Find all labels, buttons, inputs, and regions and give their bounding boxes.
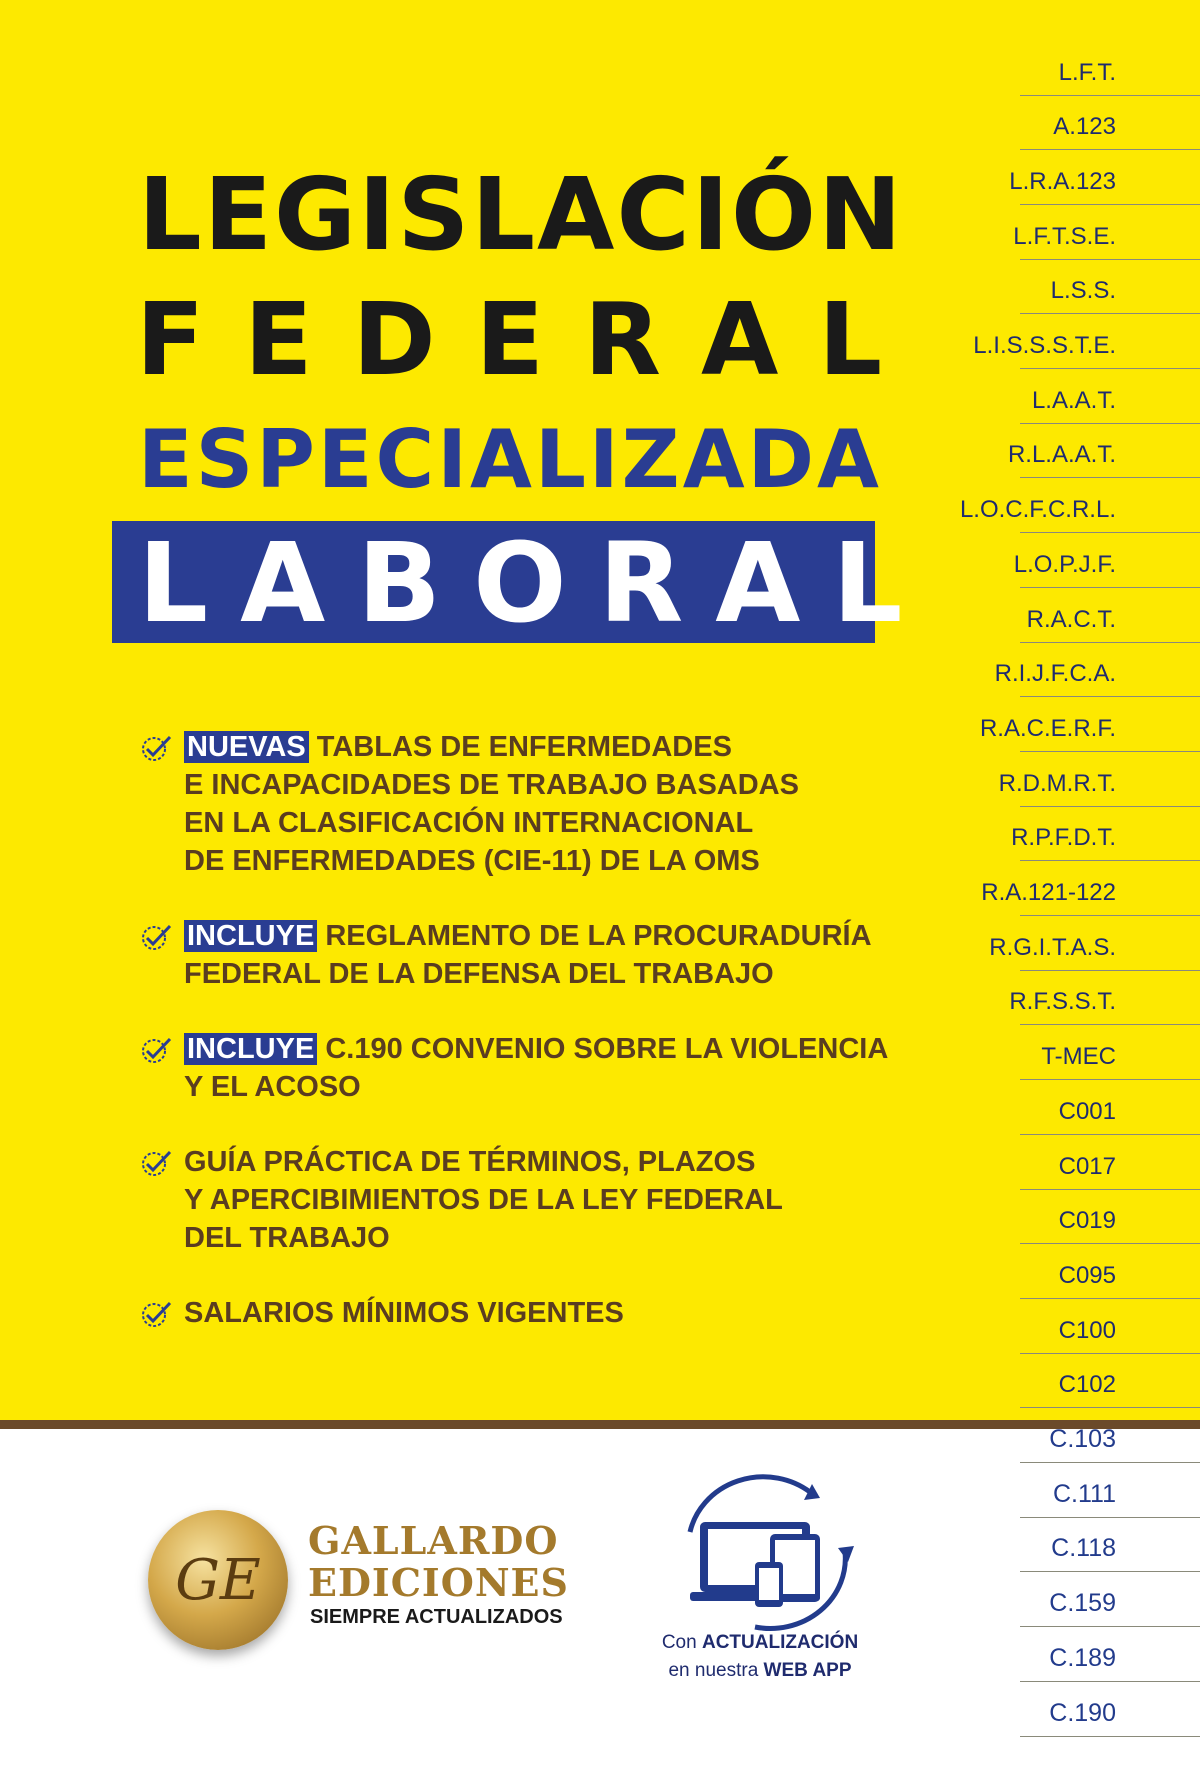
- index-tab: [1020, 587, 1200, 643]
- index-tab: [981, 861, 1200, 917]
- index-tab: [1011, 806, 1200, 862]
- index-tab-label: L.S.S.: [1050, 277, 1116, 305]
- feature-text: C.190 CONVENIO SOBRE LA VIOLENCIA: [325, 1033, 889, 1065]
- index-tab-label: R.I.J.F.C.A.: [994, 660, 1116, 688]
- feature-highlight: INCLUYE: [184, 920, 317, 952]
- index-tab-label: C.103: [1049, 1425, 1116, 1453]
- title-line-3: ESPECIALIZADA: [138, 413, 882, 506]
- logo-letters: GE: [175, 1548, 261, 1613]
- index-tab: [998, 751, 1200, 807]
- title-line-1: LEGISLACIÓN: [138, 156, 904, 273]
- index-tab-label: T-MEC: [1041, 1043, 1116, 1071]
- index-tab-label: L.R.A.123: [1009, 167, 1116, 195]
- index-tab-label: L.I.S.S.S.T.E.: [973, 332, 1116, 359]
- index-tab: [1009, 149, 1200, 205]
- index-tab: [1020, 1353, 1200, 1409]
- index-tab-label: C100: [1058, 1316, 1116, 1344]
- checkmark-icon: [140, 1300, 174, 1328]
- index-tab-label: L.F.T.: [1058, 58, 1116, 86]
- index-tab: [994, 642, 1200, 698]
- feature-text: E INCAPACIDADES DE TRABAJO BASADAS: [184, 769, 799, 801]
- index-tab: [1013, 204, 1200, 260]
- index-tab: [973, 314, 1200, 370]
- index-tab: [1020, 1408, 1200, 1464]
- index-tab: [1020, 1298, 1200, 1354]
- index-tab-label: R.G.I.T.A.S.: [989, 933, 1116, 961]
- index-tab: [959, 478, 1200, 534]
- checkmark-icon: [140, 1149, 174, 1177]
- index-tab-label: C.190: [1049, 1698, 1116, 1727]
- index-tab: [1007, 423, 1200, 479]
- index-tab: [1020, 1243, 1200, 1299]
- index-tab: [1020, 1134, 1200, 1190]
- title-line-2: FEDERAL: [136, 281, 923, 398]
- index-tab-label: A.123: [1053, 113, 1116, 141]
- feature-text: DEL TRABAJO: [184, 1222, 390, 1254]
- index-tab-label: R.A.C.E.R.F.: [979, 714, 1116, 742]
- index-tab: [1020, 259, 1200, 315]
- feature-text: DE ENFERMEDADES (CIE-11) DE LA OMS: [184, 845, 760, 877]
- checkmark-icon: [140, 734, 174, 762]
- webapp-line-2: [620, 1660, 900, 1682]
- index-tab-label: R.F.S.S.T.: [1009, 988, 1116, 1016]
- index-tab-label: L.O.P.J.F.: [1013, 550, 1116, 578]
- publisher-tagline: SIEMPRE ACTUALIZADOS: [310, 1606, 563, 1628]
- checkmark-icon: [140, 1036, 174, 1064]
- index-tab: [1013, 532, 1200, 588]
- webapp-text-bold: WEB APP: [763, 1660, 852, 1681]
- index-tab-label: C019: [1058, 1207, 1116, 1235]
- index-tab: [1020, 95, 1200, 151]
- index-tab: [1020, 1189, 1200, 1245]
- publisher-name-2: EDICIONES: [308, 1560, 569, 1605]
- webapp-text: Con: [661, 1632, 697, 1653]
- index-tab-label: C102: [1058, 1371, 1116, 1399]
- index-tab-label: C017: [1058, 1152, 1116, 1180]
- index-tab: [1020, 1517, 1200, 1573]
- webapp-text-bold: ACTUALIZACIÓN: [701, 1632, 859, 1653]
- index-tab-label: R.A.C.T.: [1026, 605, 1116, 633]
- index-tab-label: C.189: [1049, 1643, 1116, 1672]
- index-tab: [1020, 368, 1200, 424]
- index-tab: [1020, 1572, 1200, 1628]
- index-tab: [1020, 40, 1200, 96]
- index-tab-label: R.D.M.R.T.: [998, 769, 1116, 797]
- feature-highlight: NUEVAS: [184, 731, 309, 763]
- index-tab-label: C.159: [1049, 1589, 1116, 1618]
- index-tab: [1020, 1681, 1200, 1737]
- feature-text: SALARIOS MÍNIMOS VIGENTES: [184, 1297, 624, 1329]
- feature-text: TABLAS DE ENFERMEDADES: [316, 731, 732, 763]
- publisher-name-1: GALLARDO: [308, 1518, 559, 1563]
- index-tab: [1020, 1025, 1200, 1081]
- index-tab: [989, 915, 1200, 971]
- index-tab-label: C.111: [1052, 1479, 1116, 1508]
- feature-text: GUÍA PRÁCTICA DE TÉRMINOS, PLAZOS: [184, 1146, 756, 1178]
- feature-highlight: INCLUYE: [184, 1033, 317, 1065]
- title-line-4: LABORAL: [138, 519, 935, 647]
- index-tab: [979, 696, 1200, 752]
- feature-text: Y APERCIBIMIENTOS DE LA LEY FEDERAL: [184, 1184, 783, 1216]
- checkmark-icon: [140, 923, 174, 951]
- index-tab-label: C001: [1058, 1097, 1116, 1125]
- index-tab: [1020, 1079, 1200, 1135]
- webapp-line-1: [620, 1632, 900, 1654]
- index-tab-label: C.118: [1051, 1534, 1116, 1563]
- index-tab-label: R.L.A.A.T.: [1007, 441, 1116, 469]
- index-tab-label: R.P.F.D.T.: [1011, 824, 1116, 852]
- devices-sync-icon: [660, 1462, 860, 1642]
- index-tab: [1020, 1626, 1200, 1682]
- index-tab-label: L.A.A.T.: [1031, 386, 1116, 414]
- index-tab-label: C095: [1058, 1261, 1116, 1289]
- feature-text: EN LA CLASIFICACIÓN INTERNACIONAL: [184, 807, 754, 839]
- webapp-text: en nuestra: [668, 1660, 759, 1681]
- index-tab-label: R.A.121-122: [981, 879, 1116, 906]
- publisher-logo: [148, 1510, 288, 1650]
- index-tab-label: L.O.C.F.C.R.L.: [959, 496, 1116, 524]
- feature-text: REGLAMENTO DE LA PROCURADURÍA: [325, 920, 872, 952]
- index-tab: [1020, 1462, 1200, 1518]
- index-tab: [1009, 970, 1200, 1026]
- feature-text: FEDERAL DE LA DEFENSA DEL TRABAJO: [184, 958, 774, 990]
- feature-text: Y EL ACOSO: [184, 1071, 361, 1103]
- index-tab-label: L.F.T.S.E.: [1013, 222, 1116, 250]
